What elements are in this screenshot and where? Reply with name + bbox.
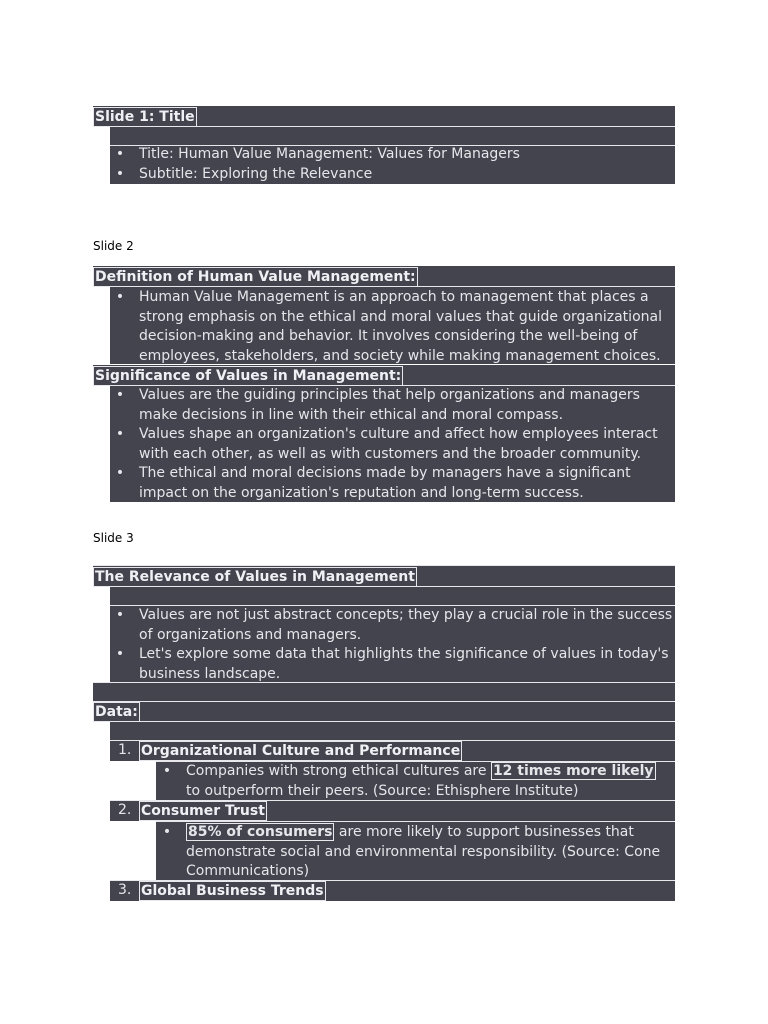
slide2-section1-bullet-1: • Human Value Management is an approach to management that places a strong emphasis on the ethical and moral values that guide organizational decision-making and behavior. It involves considering the well-being of employees, stakeholders, and society while making management choices. (115, 289, 662, 364)
list-number: 2. (118, 802, 132, 818)
slide3-heading: The Relevance of Values in Management (95, 569, 415, 585)
bullet-icon: • (115, 646, 125, 662)
data-item-2 (110, 801, 675, 821)
data-heading: Data: (95, 704, 138, 720)
data-item-2-detail: • 85% of consumers are more likely to support businesses that demonstrate social and environmental responsibility. (Source: Cone Communications) (162, 824, 661, 879)
slide2-section2-bullet-3: • The ethical and moral decisions made by managers have a significant impact on the organization's reputation and long-term success. (115, 465, 631, 501)
slide2-section2-bullet-2: • Values shape an organization's culture and affect how employees interact with each other, as well as with customers and the broader community. (115, 426, 658, 462)
bullet-icon: • (115, 607, 125, 623)
slide2-section2-bullet-1: • Values are the guiding principles that help organizations and managers make decisions in line with their ethical and moral compass. (115, 387, 640, 423)
slide1-heading (93, 107, 197, 127)
slide1-spacer-band (110, 127, 675, 145)
highlight-stat: 12 times more likely (492, 763, 654, 779)
data-item-3 (110, 881, 675, 901)
slide1-heading-text: Slide 1: Title (95, 109, 195, 125)
highlight-stat: 85% of consumers (188, 824, 333, 840)
bullet-icon: • (115, 146, 125, 162)
bullet-icon: • (115, 465, 125, 481)
slide3-bullet-2: • Let's explore some data that highlights the significance of values in today's business landscape. (115, 646, 669, 682)
slide3-spacer-band (110, 587, 675, 605)
data-item-2-title: Consumer Trust (141, 803, 265, 819)
bullet-icon: • (115, 166, 125, 182)
data-item-3-title: Global Business Trends (141, 883, 324, 899)
list-number: 1. (118, 742, 132, 758)
bullet-icon: • (115, 289, 125, 305)
bullet-icon: • (115, 426, 125, 442)
data-spacer-band (110, 722, 675, 740)
list-number: 3. (118, 882, 132, 898)
bullet-icon: • (115, 387, 125, 403)
slide1-bullet-2: • Subtitle: Exploring the Relevance (139, 165, 669, 185)
data-item-1-title: Organizational Culture and Performance (141, 743, 461, 759)
data-item-1 (110, 741, 675, 761)
bullet-icon: • (162, 763, 172, 779)
slide3-bullet-1: • Values are not just abstract concepts; they play a crucial role in the success of organizations and managers. (115, 607, 673, 643)
bullet-icon: • (162, 824, 172, 840)
slide3-gap-band (93, 683, 675, 701)
slide2-section2-heading: Significance of Values in Management: (95, 368, 402, 384)
slide2-section1-heading: Definition of Human Value Management: (95, 269, 416, 285)
slide3-label: Slide 3 (93, 531, 134, 545)
data-item-1-detail: • Companies with strong ethical cultures are 12 times more likely to outperform their peers. (Source: Ethisphere Institute) (162, 763, 654, 799)
data-heading-band (93, 702, 675, 721)
slide1-bullet-1: • Title: Human Value Management: Values for Managers (139, 145, 669, 165)
slide2-label: Slide 2 (93, 239, 134, 253)
